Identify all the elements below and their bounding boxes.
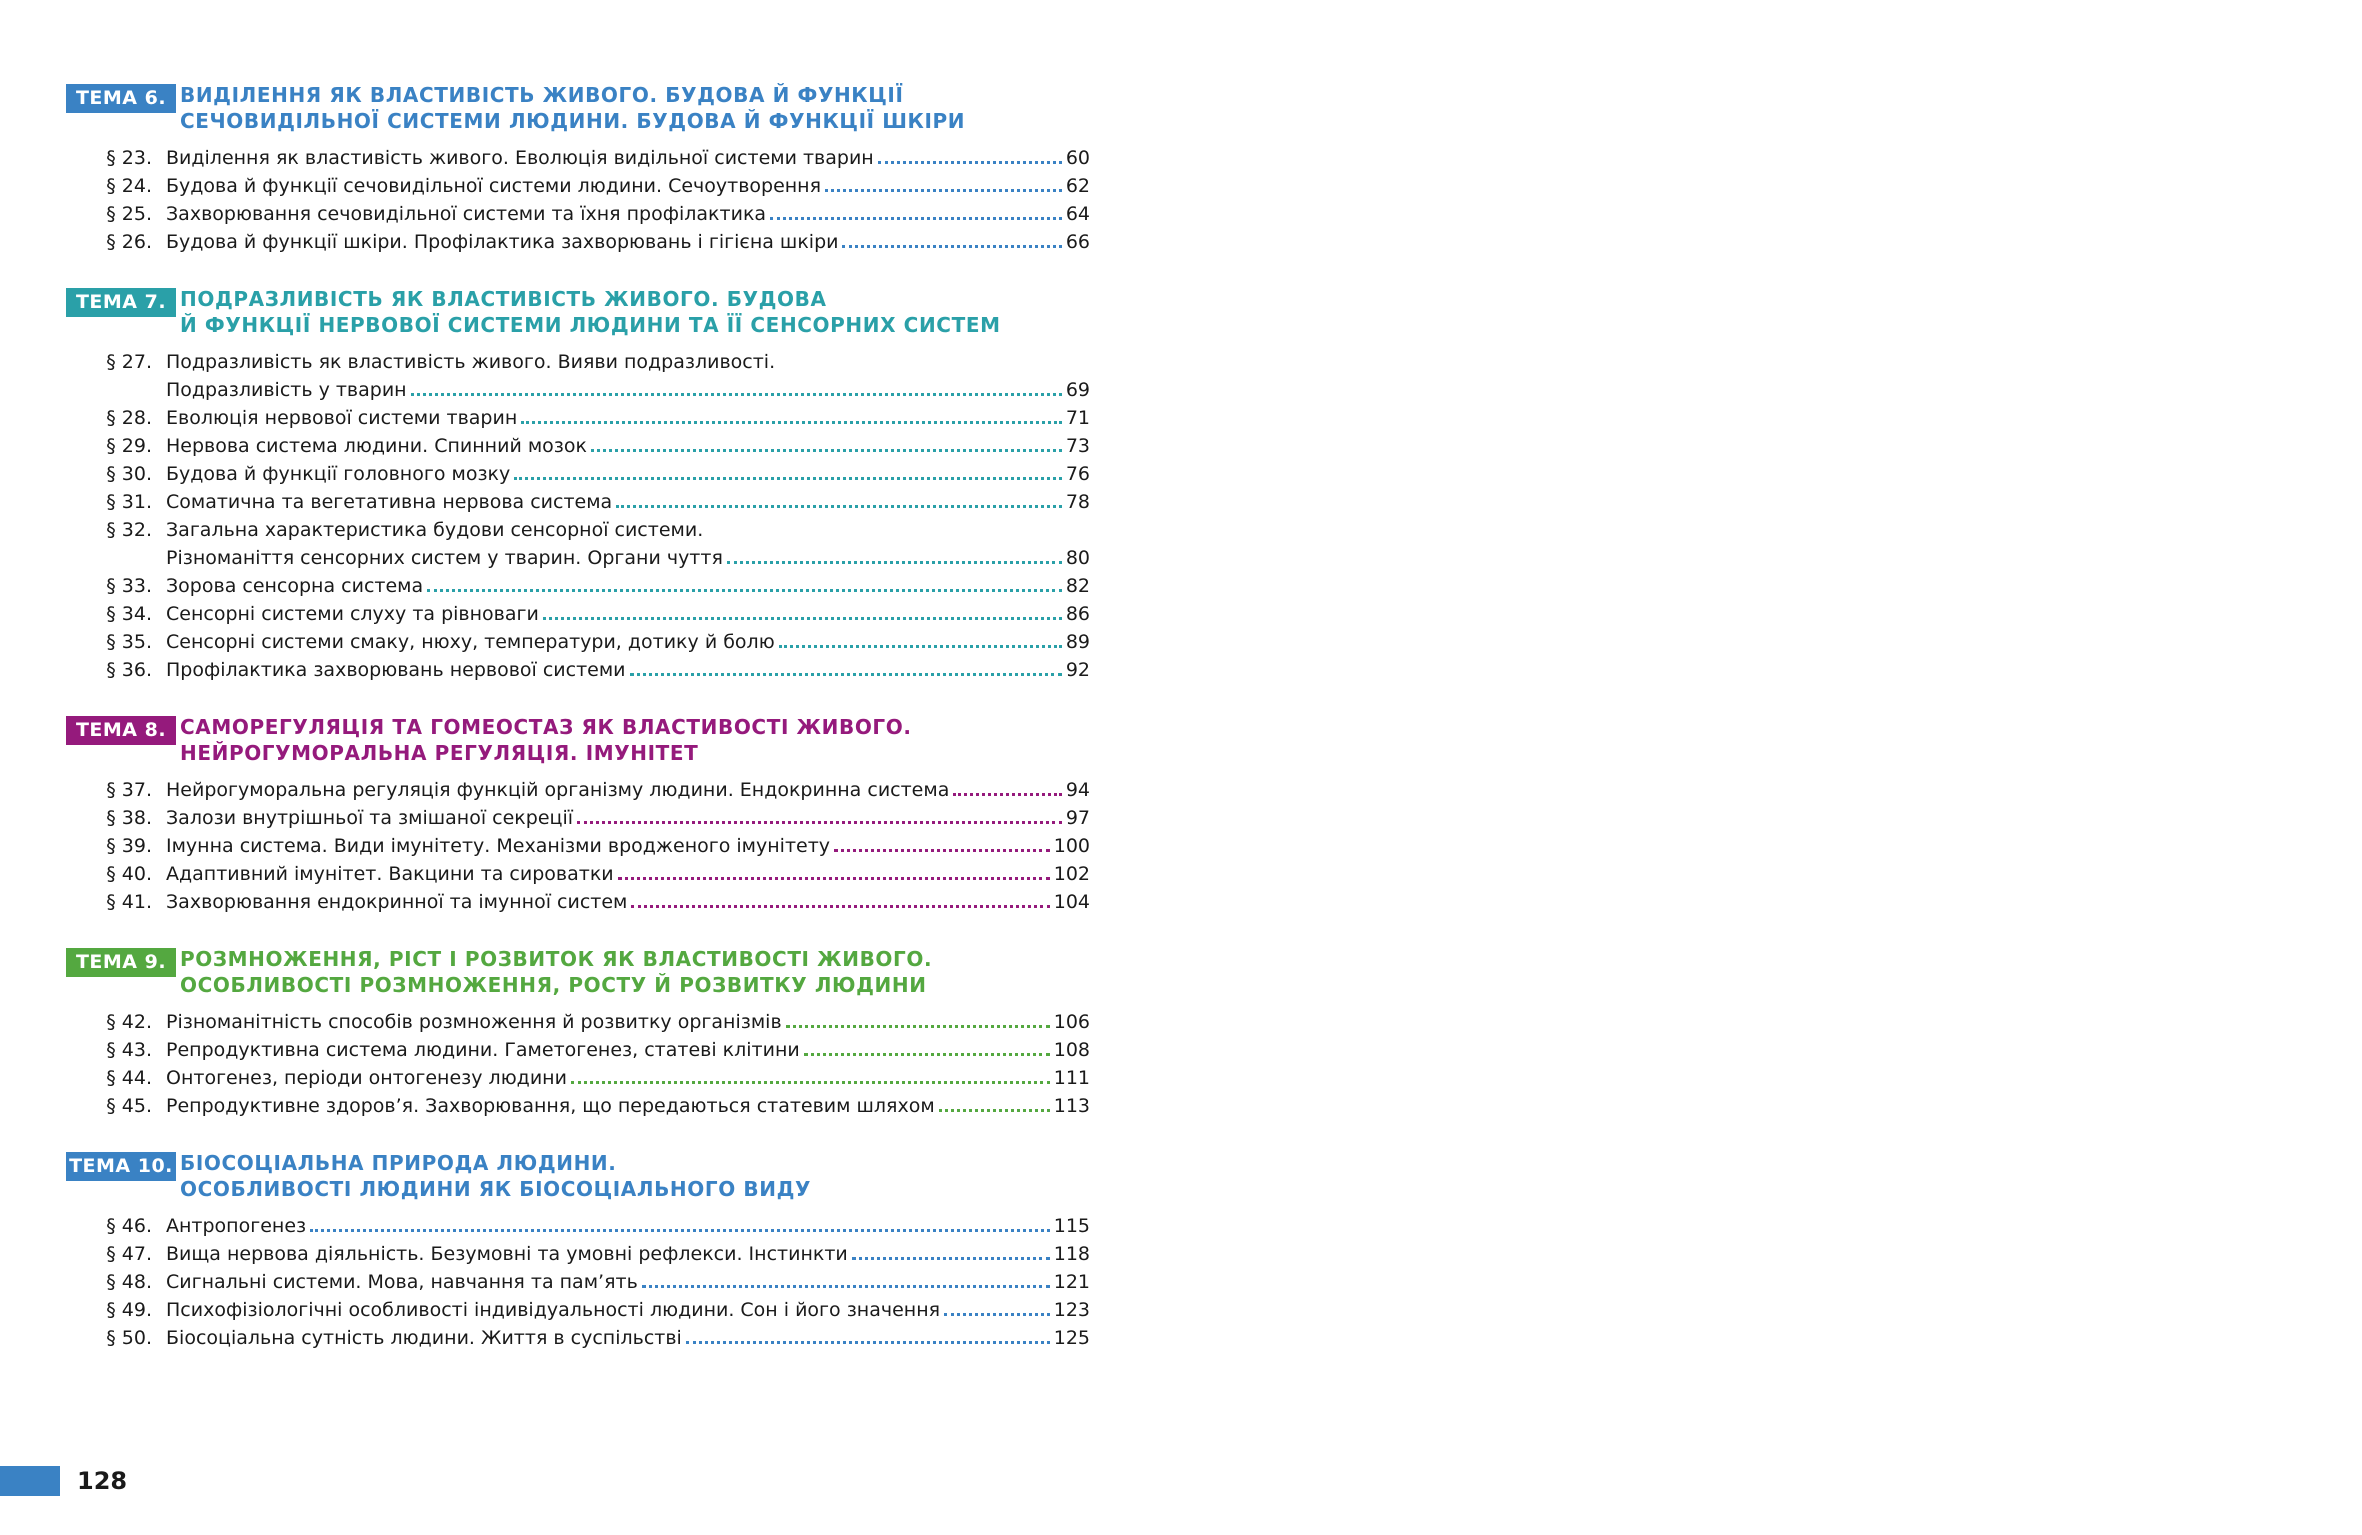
topic-header <box>66 946 1090 998</box>
toc-entry[interactable] <box>66 1240 1090 1268</box>
topic-header <box>66 714 1090 766</box>
topic-title-line: СЕЧОВИДІЛЬНОЇ СИСТЕМИ ЛЮДИНИ. БУДОВА Й ФУНКЦІЇ ШКІРИ <box>180 109 966 133</box>
entry-title: Онтогенез, періоди онтогенезу людини <box>166 1067 567 1089</box>
dot-leader <box>514 476 1062 480</box>
entry-body <box>166 516 1090 572</box>
page-ref: 118 <box>1053 1243 1090 1265</box>
toc-entry[interactable] <box>66 516 1090 572</box>
entry-body <box>166 572 1090 600</box>
toc-entry[interactable] <box>66 200 1090 228</box>
paragraph-number: § 49. <box>106 1299 152 1321</box>
entry-line <box>166 228 1090 256</box>
entry-title: Психофізіологічні особливості індивідуальності людини. Сон і його значення <box>166 1299 941 1321</box>
paragraph-number: § 40. <box>106 863 152 885</box>
dot-leader <box>571 1080 1050 1084</box>
entry-line <box>166 1324 1090 1352</box>
toc-entry[interactable] <box>66 460 1090 488</box>
paragraph-number: § 37. <box>106 779 152 801</box>
entry-line <box>166 804 1090 832</box>
entry-title: Подразливість у тварин <box>166 379 407 401</box>
paragraph-number: § 29. <box>106 435 152 457</box>
entry-line <box>166 1092 1090 1120</box>
paragraph-number: § 23. <box>106 147 152 169</box>
entry-body <box>166 144 1090 172</box>
dot-leader <box>727 560 1062 564</box>
topic-title <box>180 286 1001 338</box>
entry-body <box>166 432 1090 460</box>
entry-body <box>166 1064 1090 1092</box>
page-ref: 121 <box>1053 1271 1090 1293</box>
page-footer <box>0 1466 127 1496</box>
page-ref: 60 <box>1065 147 1090 169</box>
entry-body <box>166 488 1090 516</box>
dot-leader <box>939 1108 1050 1112</box>
page-ref: 125 <box>1053 1327 1090 1349</box>
paragraph-number: § 39. <box>106 835 152 857</box>
paragraph-number: § 30. <box>106 463 152 485</box>
entry-title: Профілактика захворювань нервової системи <box>166 659 626 681</box>
entry-line <box>166 1212 1090 1240</box>
topic-title <box>180 82 965 134</box>
entry-body <box>166 832 1090 860</box>
topic-title-line: РОЗМНОЖЕННЯ, РІСТ І РОЗВИТОК ЯК ВЛАСТИВОСТІ ЖИВОГО. <box>180 947 933 971</box>
paragraph-number: § 44. <box>106 1067 152 1089</box>
dot-leader <box>878 160 1062 164</box>
entry-title: Імунна система. Види імунітету. Механізми вродженого імунітету <box>166 835 831 857</box>
page-ref: 111 <box>1053 1067 1090 1089</box>
entry-title: Подразливість як властивість живого. Вияви подразливості. <box>166 351 776 373</box>
entry-body <box>166 628 1090 656</box>
entry-body <box>166 1324 1090 1352</box>
page-ref: 92 <box>1065 659 1090 681</box>
entry-line <box>166 572 1090 600</box>
dot-leader <box>577 820 1062 824</box>
dot-leader <box>521 420 1062 424</box>
toc-entry[interactable] <box>66 1008 1090 1036</box>
entry-title: Захворювання сечовидільної системи та їхня профілактика <box>166 203 767 225</box>
entry-title: Захворювання ендокринної та імунної систем <box>166 891 628 913</box>
entry-line <box>166 172 1090 200</box>
toc-entry[interactable] <box>66 1064 1090 1092</box>
topic-entries-list <box>66 348 1090 684</box>
topic-title-line: ОСОБЛИВОСТІ ЛЮДИНИ ЯК БІОСОЦІАЛЬНОГО ВИДУ <box>180 1177 811 1201</box>
paragraph-number: § 25. <box>106 203 152 225</box>
paragraph-number: § 47. <box>106 1243 152 1265</box>
paragraph-number: § 24. <box>106 175 152 197</box>
entry-body <box>166 172 1090 200</box>
entry-body <box>166 1240 1090 1268</box>
entry-line <box>166 1008 1090 1036</box>
entry-line <box>166 656 1090 684</box>
topic-title-line: БІОСОЦІАЛЬНА ПРИРОДА ЛЮДИНИ. <box>180 1151 617 1175</box>
toc-entry[interactable] <box>66 432 1090 460</box>
page-ref: 73 <box>1065 435 1090 457</box>
entry-title: Будова й функції сечовидільної системи людини. Сечоутворення <box>166 175 822 197</box>
entry-line <box>166 488 1090 516</box>
toc-entry[interactable] <box>66 572 1090 600</box>
dot-leader <box>543 616 1062 620</box>
toc-entry[interactable] <box>66 804 1090 832</box>
page-ref: 69 <box>1065 379 1090 401</box>
topic-label-badge: ТЕМА 10. <box>66 1152 176 1181</box>
entry-line <box>166 516 1090 544</box>
entry-title: Нервова система людини. Спинний мозок <box>166 435 588 457</box>
page-ref: 76 <box>1065 463 1090 485</box>
dot-leader <box>834 848 1050 852</box>
topic-title <box>180 1150 811 1202</box>
topic-section <box>66 946 1090 1120</box>
entry-title: Біосоціальна сутність людини. Життя в суспільстві <box>166 1327 682 1349</box>
paragraph-number: § 38. <box>106 807 152 829</box>
entry-body <box>166 804 1090 832</box>
page-ref: 97 <box>1065 807 1090 829</box>
page-ref: 64 <box>1065 203 1090 225</box>
entry-body <box>166 200 1090 228</box>
entry-body <box>166 1008 1090 1036</box>
entry-title: Будова й функції шкіри. Профілактика захворювань і гігієна шкіри <box>166 231 839 253</box>
paragraph-number: § 32. <box>106 519 152 541</box>
entry-body <box>166 1296 1090 1324</box>
topic-header <box>66 1150 1090 1202</box>
topic-section <box>66 1150 1090 1352</box>
topic-header <box>66 82 1090 134</box>
entry-body <box>166 1212 1090 1240</box>
entry-line <box>166 348 1090 376</box>
topic-section <box>66 714 1090 916</box>
topic-label-badge: ТЕМА 9. <box>66 948 176 977</box>
entry-body <box>166 1268 1090 1296</box>
topic-entries-list <box>66 776 1090 916</box>
toc-entry[interactable] <box>66 1324 1090 1352</box>
toc-entry[interactable] <box>66 144 1090 172</box>
paragraph-number: § 31. <box>106 491 152 513</box>
topic-title-line: ВИДІЛЕННЯ ЯК ВЛАСТИВІСТЬ ЖИВОГО. БУДОВА Й ФУНКЦІЇ <box>180 83 904 107</box>
page-ref: 62 <box>1065 175 1090 197</box>
entry-title: Антропогенез <box>166 1215 307 1237</box>
page-ref: 108 <box>1053 1039 1090 1061</box>
entry-title: Різноманіття сенсорних систем у тварин. Органи чуття <box>166 547 723 569</box>
toc-entry[interactable] <box>66 832 1090 860</box>
entry-body <box>166 348 1090 404</box>
toc-entry[interactable] <box>66 600 1090 628</box>
entry-body <box>166 656 1090 684</box>
dot-leader <box>618 876 1050 880</box>
footer-color-bar <box>0 1466 60 1496</box>
dot-leader <box>825 188 1062 192</box>
toc-entry[interactable] <box>66 404 1090 432</box>
paragraph-number: § 28. <box>106 407 152 429</box>
toc-entry[interactable] <box>66 1212 1090 1240</box>
page-ref: 100 <box>1053 835 1090 857</box>
paragraph-number: § 35. <box>106 631 152 653</box>
page-ref: 94 <box>1065 779 1090 801</box>
dot-leader <box>786 1024 1050 1028</box>
topic-title-line: ПОДРАЗЛИВІСТЬ ЯК ВЛАСТИВІСТЬ ЖИВОГО. БУДОВА <box>180 287 827 311</box>
entry-title: Сенсорні системи слуху та рівноваги <box>166 603 539 625</box>
entry-line <box>166 628 1090 656</box>
topic-label-badge: ТЕМА 7. <box>66 288 176 317</box>
dot-leader <box>779 644 1062 648</box>
entry-line <box>166 404 1090 432</box>
topic-title <box>180 714 912 766</box>
entry-line <box>166 144 1090 172</box>
paragraph-number: § 33. <box>106 575 152 597</box>
entry-line <box>166 376 1090 404</box>
dot-leader <box>631 904 1049 908</box>
entry-title: Залози внутрішньої та змішаної секреції <box>166 807 574 829</box>
entry-title: Адаптивний імунітет. Вакцини та сироватки <box>166 863 614 885</box>
topic-label-badge: ТЕМА 8. <box>66 716 176 745</box>
dot-leader <box>804 1052 1050 1056</box>
entry-title: Репродуктивна система людини. Гаметогенез, статеві клітини <box>166 1039 800 1061</box>
entry-line <box>166 832 1090 860</box>
dot-leader <box>842 244 1061 248</box>
paragraph-number: § 50. <box>106 1327 152 1349</box>
entry-body <box>166 1092 1090 1120</box>
toc-entry[interactable] <box>66 488 1090 516</box>
page-ref: 102 <box>1053 863 1090 885</box>
entry-line <box>166 544 1090 572</box>
paragraph-number: § 34. <box>106 603 152 625</box>
paragraph-number: § 48. <box>106 1271 152 1293</box>
topic-title-line: САМОРЕГУЛЯЦІЯ ТА ГОМЕОСТАЗ ЯК ВЛАСТИВОСТІ ЖИВОГО. <box>180 715 912 739</box>
topic-title-line: НЕЙРОГУМОРАЛЬНА РЕГУЛЯЦІЯ. ІМУНІТЕТ <box>180 741 699 765</box>
topic-title-line: ОСОБЛИВОСТІ РОЗМНОЖЕННЯ, РОСТУ Й РОЗВИТКУ ЛЮДИНИ <box>180 973 927 997</box>
dot-leader <box>411 392 1062 396</box>
dot-leader <box>427 588 1062 592</box>
entry-body <box>166 1036 1090 1064</box>
dot-leader <box>310 1228 1050 1232</box>
paragraph-number: § 46. <box>106 1215 152 1237</box>
page-ref: 66 <box>1065 231 1090 253</box>
topic-entries-list <box>66 144 1090 256</box>
entry-title: Еволюція нервової системи тварин <box>166 407 518 429</box>
page-ref: 104 <box>1053 891 1090 913</box>
dot-leader <box>630 672 1062 676</box>
page-ref: 89 <box>1065 631 1090 653</box>
entry-title: Виділення як властивість живого. Еволюція видільної системи тварин <box>166 147 874 169</box>
entry-line <box>166 860 1090 888</box>
paragraph-number: § 27. <box>106 351 152 373</box>
toc-entry[interactable] <box>66 776 1090 804</box>
entry-body <box>166 776 1090 804</box>
entry-title: Сенсорні системи смаку, нюху, температури, дотику й болю <box>166 631 775 653</box>
toc-entry[interactable] <box>66 1296 1090 1324</box>
topic-entries-list <box>66 1008 1090 1120</box>
entry-title: Репродуктивне здоров’я. Захворювання, що передаються статевим шляхом <box>166 1095 935 1117</box>
entry-body <box>166 888 1090 916</box>
page-ref: 80 <box>1065 547 1090 569</box>
entry-line <box>166 1064 1090 1092</box>
topic-section <box>66 82 1090 256</box>
entry-line <box>166 1240 1090 1268</box>
entry-line <box>166 1296 1090 1324</box>
dot-leader <box>852 1256 1050 1260</box>
entry-body <box>166 460 1090 488</box>
toc-entry[interactable] <box>66 228 1090 256</box>
paragraph-number: § 45. <box>106 1095 152 1117</box>
toc-entry[interactable] <box>66 1036 1090 1064</box>
entry-line <box>166 200 1090 228</box>
entry-line <box>166 460 1090 488</box>
entry-title: Сигнальні системи. Мова, навчання та пам’ять <box>166 1271 638 1293</box>
page-ref: 106 <box>1053 1011 1090 1033</box>
entry-title: Нейрогуморальна регуляція функцій організму людини. Ендокринна система <box>166 779 950 801</box>
page-ref: 71 <box>1065 407 1090 429</box>
toc-entry[interactable] <box>66 888 1090 916</box>
paragraph-number: § 43. <box>106 1039 152 1061</box>
page-number: 128 <box>77 1467 128 1495</box>
entry-body <box>166 404 1090 432</box>
entry-line <box>166 888 1090 916</box>
toc-entry[interactable] <box>66 172 1090 200</box>
toc-entry[interactable] <box>66 860 1090 888</box>
dot-leader <box>770 216 1062 220</box>
entry-body <box>166 600 1090 628</box>
entry-line <box>166 432 1090 460</box>
page-ref: 82 <box>1065 575 1090 597</box>
paragraph-number: § 36. <box>106 659 152 681</box>
dot-leader <box>642 1284 1050 1288</box>
entry-title: Зорова сенсорна система <box>166 575 424 597</box>
entry-line <box>166 1036 1090 1064</box>
dot-leader <box>686 1340 1050 1344</box>
page-ref: 78 <box>1065 491 1090 513</box>
page-ref: 86 <box>1065 603 1090 625</box>
topic-header <box>66 286 1090 338</box>
entry-body <box>166 228 1090 256</box>
paragraph-number: § 42. <box>106 1011 152 1033</box>
entry-title: Різноманітність способів розмноження й розвитку організмів <box>166 1011 782 1033</box>
page-ref: 115 <box>1053 1215 1090 1237</box>
entry-line <box>166 776 1090 804</box>
dot-leader <box>944 1312 1050 1316</box>
dot-leader <box>953 792 1061 796</box>
entry-title: Соматична та вегетативна нервова система <box>166 491 613 513</box>
dot-leader <box>616 504 1062 508</box>
toc-entry[interactable] <box>66 628 1090 656</box>
paragraph-number: § 41. <box>106 891 152 913</box>
toc-entry[interactable] <box>66 348 1090 404</box>
dot-leader <box>591 448 1062 452</box>
page-ref: 113 <box>1053 1095 1090 1117</box>
entry-line <box>166 1268 1090 1296</box>
topic-label-badge: ТЕМА 6. <box>66 84 176 113</box>
entry-line <box>166 600 1090 628</box>
toc-entry[interactable] <box>66 1268 1090 1296</box>
table-of-contents <box>66 82 1090 1382</box>
topic-entries-list <box>66 1212 1090 1352</box>
entry-title: Вища нервова діяльність. Безумовні та умовні рефлекси. Інстинкти <box>166 1243 848 1265</box>
paragraph-number: § 26. <box>106 231 152 253</box>
entry-body <box>166 860 1090 888</box>
toc-entry[interactable] <box>66 1092 1090 1120</box>
topic-section <box>66 286 1090 684</box>
entry-title: Будова й функції головного мозку <box>166 463 511 485</box>
topic-title <box>180 946 932 998</box>
entry-title: Загальна характеристика будови сенсорної системи. <box>166 519 704 541</box>
page-ref: 123 <box>1053 1299 1090 1321</box>
toc-entry[interactable] <box>66 656 1090 684</box>
topic-title-line: Й ФУНКЦІЇ НЕРВОВОЇ СИСТЕМИ ЛЮДИНИ ТА ЇЇ СЕНСОРНИХ СИСТЕМ <box>180 313 1001 337</box>
